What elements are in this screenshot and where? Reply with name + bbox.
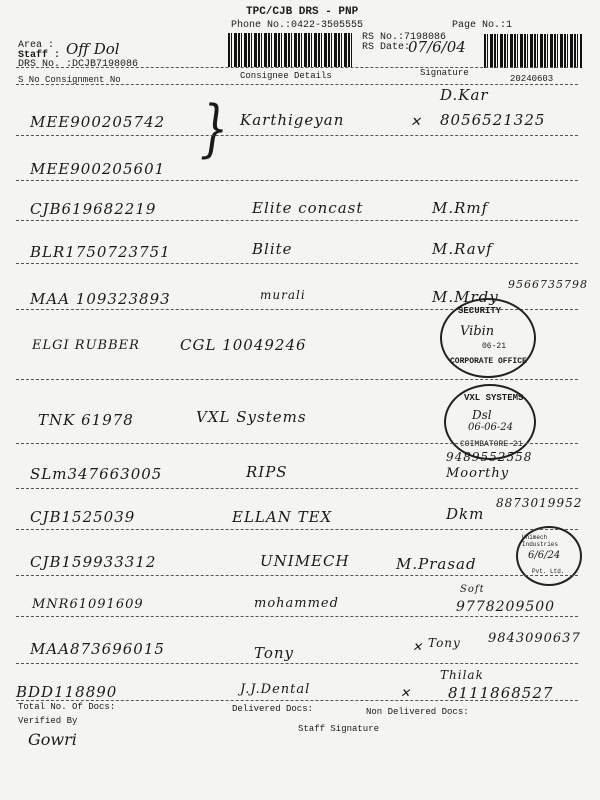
consignee-name: CGL 10049246 bbox=[180, 336, 307, 354]
column-consignee-details: Consignee Details bbox=[240, 71, 332, 81]
row-divider bbox=[16, 135, 578, 136]
consignee-name: Blite bbox=[252, 240, 293, 258]
receiver-phone: 8873019952 bbox=[496, 496, 583, 510]
staff-signature-label: Staff Signature bbox=[298, 724, 380, 734]
stamp-bottom-text: COIMBATORE-21 bbox=[460, 440, 523, 449]
column-divider bbox=[16, 84, 578, 85]
consignee-name: J.J.Dental bbox=[240, 682, 311, 697]
cross-mark-icon: ✕ bbox=[400, 686, 411, 700]
page-number: Page No.:1 bbox=[452, 20, 513, 31]
stamp-signature: Vibin bbox=[460, 324, 495, 339]
consignee-name: RIPS bbox=[246, 463, 288, 481]
consignee-name: VXL Systems bbox=[196, 408, 307, 426]
phone-number: Phone No.:0422-3505555 bbox=[231, 20, 364, 31]
consignment-no: CJB619682219 bbox=[30, 200, 157, 218]
receiver-phone: 9489552558 bbox=[446, 450, 533, 464]
consignee-name: Tony bbox=[254, 644, 295, 662]
rs-number: RS No.:7198086 bbox=[362, 32, 447, 43]
stamp-date: 06-06-24 bbox=[468, 422, 513, 433]
column-signature: Signature bbox=[420, 68, 469, 78]
receiver-phone: 9778209500 bbox=[456, 599, 556, 615]
consignee-name: murali bbox=[260, 288, 306, 302]
consignee-name: mohammed bbox=[254, 596, 339, 611]
row-divider bbox=[16, 700, 578, 701]
stamp-top-text: Unimech Industries bbox=[522, 534, 559, 548]
row-divider bbox=[16, 488, 578, 489]
document-title: TPC/CJB DRS - PNP bbox=[246, 6, 359, 18]
grouping-brace: } bbox=[200, 93, 228, 165]
row-divider bbox=[16, 529, 578, 530]
receiver-phone: 8111868527 bbox=[448, 684, 554, 702]
row-divider bbox=[16, 443, 578, 444]
row-divider bbox=[16, 663, 578, 664]
receiver-phone: 9566735798 bbox=[508, 278, 588, 291]
staff-label: Staff : bbox=[18, 50, 61, 61]
consignment-no: MAA873696015 bbox=[30, 640, 165, 658]
stamp-bottom-text: Pvt. Ltd. bbox=[532, 568, 565, 575]
row-divider bbox=[16, 263, 578, 264]
consignment-no: TNK 61978 bbox=[38, 411, 134, 429]
row-divider bbox=[16, 616, 578, 617]
total-docs-label: Total No. Of Docs: bbox=[18, 702, 116, 712]
stamp-date: 6/6/24 bbox=[528, 550, 561, 561]
row-divider bbox=[16, 379, 578, 380]
consignment-no: ELGI RUBBER bbox=[32, 338, 140, 353]
row-divider bbox=[16, 575, 578, 576]
consignment-no: SLm347663005 bbox=[30, 465, 163, 483]
header-divider bbox=[16, 67, 578, 68]
consignee-name: UNIMECH bbox=[260, 552, 350, 570]
vxl-systems-stamp bbox=[444, 384, 536, 460]
receiver-signature: Soft bbox=[460, 584, 485, 595]
consignment-no: MEE900205742 bbox=[30, 113, 166, 131]
consignment-no: MAA 109323893 bbox=[30, 290, 171, 308]
rs-date-value: 07/6/04 bbox=[408, 38, 466, 56]
stamp-top-text: VXL SYSTEMS bbox=[464, 393, 524, 403]
consignment-no: BLR1750723751 bbox=[30, 243, 171, 261]
consignee-name: Elite concast bbox=[252, 199, 364, 217]
receiver-signature: M.Prasad bbox=[396, 555, 477, 573]
receiver-signature: M.Mrdy bbox=[432, 288, 499, 306]
receiver-signature: M.Ravf bbox=[432, 240, 493, 258]
non-delivered-docs-label: Non Delivered Docs: bbox=[366, 707, 469, 717]
unimech-stamp bbox=[516, 526, 582, 586]
date-code: 20240603 bbox=[510, 74, 554, 84]
column-sno-consignment: S No Consignment No bbox=[18, 75, 121, 85]
receiver-signature: Moorthy bbox=[446, 466, 510, 481]
receiver-signature: Tony bbox=[428, 636, 461, 650]
consignee-name: Karthigeyan bbox=[240, 111, 345, 129]
security-office-stamp bbox=[440, 298, 536, 378]
cross-mark-icon: ✕ bbox=[412, 640, 423, 654]
stamp-signature: Dsl bbox=[472, 408, 492, 422]
receiver-phone: 8056521325 bbox=[440, 111, 546, 129]
rs-date-label: RS Date: bbox=[362, 42, 411, 53]
consignment-no: MNR61091609 bbox=[32, 597, 144, 612]
stamp-bottom-text: CORPORATE OFFICE bbox=[450, 357, 527, 366]
consignment-no: CJB159933312 bbox=[30, 553, 157, 571]
receiver-signature: M.Rmf bbox=[432, 199, 489, 217]
receiver-phone: 9843090637 bbox=[488, 631, 581, 646]
verified-by-label: Verified By bbox=[18, 716, 78, 726]
barcode-right bbox=[484, 34, 582, 68]
receiver-signature: Thilak bbox=[440, 668, 484, 682]
staff-value: Off Dol bbox=[66, 40, 120, 58]
consignment-no: CJB1525039 bbox=[30, 508, 136, 526]
area-label: Area : bbox=[18, 40, 55, 51]
receiver-signature: D.Kar bbox=[440, 86, 489, 104]
verifier-signature: Gowri bbox=[28, 730, 77, 749]
consignment-no: MEE900205601 bbox=[30, 160, 166, 178]
row-divider bbox=[16, 180, 578, 181]
cross-mark-icon: ✕ bbox=[410, 115, 421, 130]
stamp-top-text: SECURITY bbox=[458, 306, 502, 316]
delivered-docs-label: Delivered Docs: bbox=[232, 704, 314, 714]
drs-number: DRS No. :DCJB7198086 bbox=[18, 59, 139, 70]
consignee-name: ELLAN TEX bbox=[232, 508, 333, 526]
stamp-date: 06-21 bbox=[482, 342, 507, 351]
barcode-left bbox=[228, 33, 353, 67]
receiver-signature: Dkm bbox=[446, 505, 485, 523]
row-divider bbox=[16, 220, 578, 221]
consignment-no: BDD118890 bbox=[16, 683, 118, 701]
